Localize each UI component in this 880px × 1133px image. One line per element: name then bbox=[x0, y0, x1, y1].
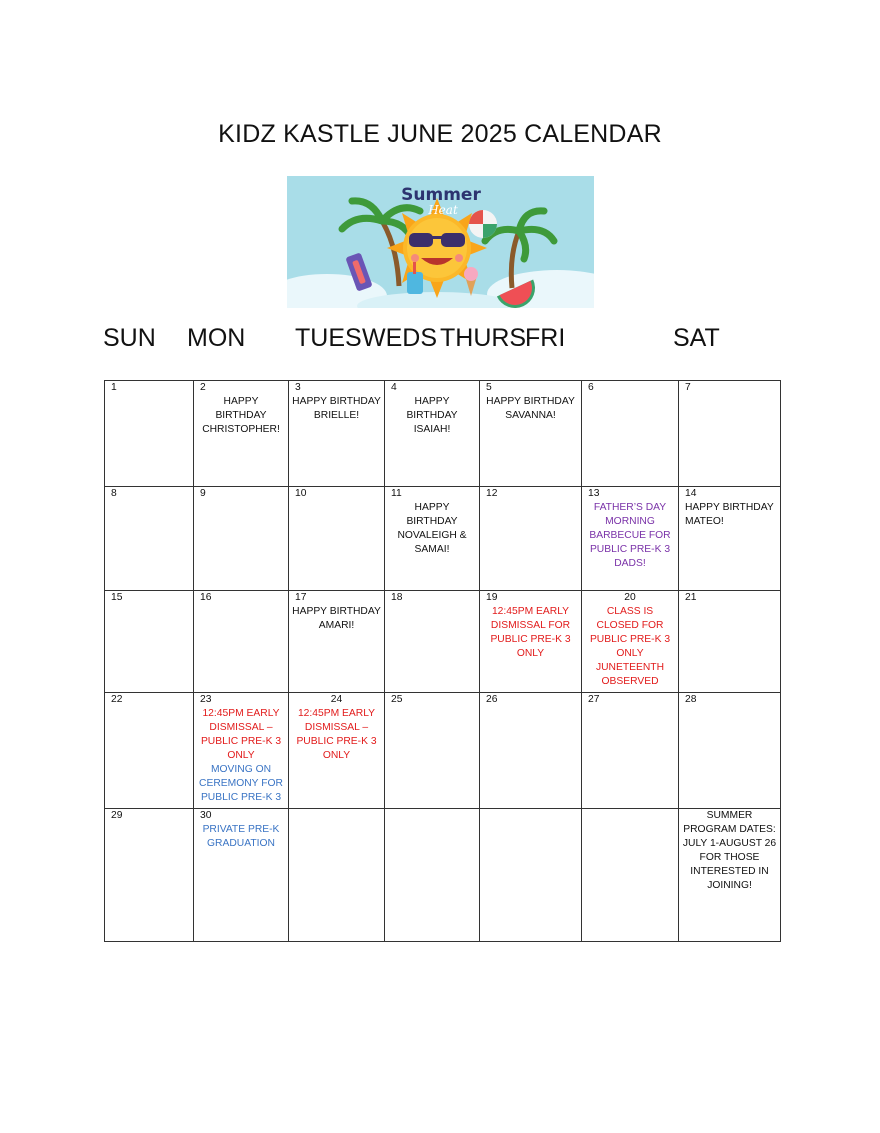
calendar-day-cell bbox=[105, 693, 194, 809]
day-event-note: HAPPY BIRTHDAY BRIELLE! bbox=[292, 396, 381, 421]
calendar-day-cell bbox=[105, 487, 194, 591]
calendar-day-cell bbox=[194, 381, 289, 487]
day-event-note: HAPPY BIRTHDAY MATEO! bbox=[685, 502, 774, 527]
day-number: 17 bbox=[295, 592, 307, 603]
day-header-mon: MON bbox=[187, 324, 246, 352]
day-number: 20 bbox=[624, 592, 636, 603]
day-event-note: MOVING ON CEREMONY FOR PUBLIC PRE-K 3 bbox=[199, 764, 283, 803]
summer-heat-banner bbox=[287, 176, 594, 308]
day-number: 4 bbox=[391, 382, 397, 393]
calendar-day-cell bbox=[385, 693, 480, 809]
svg-text:Summer: Summer bbox=[401, 185, 481, 205]
day-number: 30 bbox=[200, 810, 212, 821]
day-number: 14 bbox=[685, 488, 697, 499]
calendar-title: KIDZ KASTLE JUNE 2025 CALENDAR bbox=[218, 120, 662, 148]
day-number: 24 bbox=[330, 694, 343, 705]
calendar-day-cell bbox=[289, 693, 385, 809]
svg-text:Heat: Heat bbox=[428, 203, 458, 217]
day-number: 21 bbox=[685, 592, 697, 603]
calendar-day-cell bbox=[385, 381, 480, 487]
day-event-note: FATHER’S DAY MORNING BARBECUE FOR PUBLIC PRE-K 3 DADS! bbox=[589, 502, 671, 569]
day-number: 15 bbox=[111, 592, 123, 603]
calendar-day-cell bbox=[582, 809, 679, 942]
calendar-day-cell bbox=[679, 591, 781, 693]
day-event-note: HAPPY BIRTHDAY ISAIAH! bbox=[406, 396, 458, 435]
day-number: 22 bbox=[111, 694, 123, 705]
day-number: 18 bbox=[391, 592, 403, 603]
calendar-day-cell bbox=[385, 487, 480, 591]
calendar-day-cell bbox=[582, 693, 679, 809]
day-number: 23 bbox=[200, 694, 212, 705]
calendar-day-cell bbox=[289, 809, 385, 942]
day-event-note: 12:45PM EARLY DISMISSAL – PUBLIC PRE-K 3 ONLY bbox=[296, 708, 377, 761]
calendar-day-cell bbox=[194, 693, 289, 809]
day-number: 8 bbox=[111, 488, 117, 499]
calendar-day-cell bbox=[679, 381, 781, 487]
day-number: 9 bbox=[200, 488, 206, 499]
day-event-note: HAPPY BIRTHDAY SAVANNA! bbox=[486, 396, 575, 421]
day-number: 27 bbox=[588, 694, 600, 705]
calendar-day-cell bbox=[105, 381, 194, 487]
calendar-grid bbox=[104, 380, 781, 942]
day-event-note: SUMMER PROGRAM DATES: JULY 1-AUGUST 26 FOR THOSE INTERESTED IN JOINING! bbox=[682, 810, 777, 891]
day-header-thurs: THURS bbox=[440, 324, 527, 352]
day-header-sun: SUN bbox=[103, 324, 156, 352]
calendar-day-cell bbox=[289, 487, 385, 591]
calendar-day-cell bbox=[194, 487, 289, 591]
day-event-note: PRIVATE PRE-K GRADUATION bbox=[202, 824, 280, 849]
day-event-note: CLASS IS CLOSED FOR PUBLIC PRE-K 3 ONLY JUNETEENTH OBSERVED bbox=[589, 606, 671, 687]
calendar-day-cell bbox=[105, 591, 194, 693]
calendar-day-cell bbox=[194, 591, 289, 693]
calendar-day-cell bbox=[582, 487, 679, 591]
day-number: 7 bbox=[685, 382, 691, 393]
day-number: 3 bbox=[295, 382, 301, 393]
day-of-week-header bbox=[0, 324, 880, 358]
calendar-day-cell bbox=[289, 591, 385, 693]
day-number: 5 bbox=[486, 382, 492, 393]
calendar-day-cell bbox=[385, 591, 480, 693]
day-header-fri: FRI bbox=[525, 324, 566, 352]
calendar-day-cell bbox=[480, 693, 582, 809]
day-header-tues: TUES bbox=[295, 324, 362, 352]
day-event-note: 12:45PM EARLY DISMISSAL FOR PUBLIC PRE-K 3 ONLY bbox=[490, 606, 571, 659]
day-event-note: 12:45PM EARLY DISMISSAL – PUBLIC PRE-K 3 ONLY bbox=[200, 708, 282, 761]
calendar-day-cell bbox=[194, 809, 289, 942]
day-number: 10 bbox=[295, 488, 307, 499]
day-number: 19 bbox=[486, 592, 498, 603]
calendar-day-cell bbox=[385, 809, 480, 942]
calendar-day-cell bbox=[582, 591, 679, 693]
calendar-day-cell bbox=[679, 693, 781, 809]
day-number: 1 bbox=[111, 382, 117, 393]
day-header-weds: WEDS bbox=[362, 324, 437, 352]
calendar-week-row bbox=[105, 487, 781, 591]
day-header-sat: SAT bbox=[673, 324, 720, 352]
calendar-day-cell bbox=[105, 809, 194, 942]
day-number: 13 bbox=[588, 488, 600, 499]
day-event-note: HAPPY BIRTHDAY AMARI! bbox=[292, 606, 381, 631]
calendar-day-cell bbox=[582, 381, 679, 487]
calendar-week-row bbox=[105, 693, 781, 809]
day-number: 11 bbox=[391, 488, 402, 499]
calendar-day-cell bbox=[480, 809, 582, 942]
calendar-week-row bbox=[105, 809, 781, 942]
day-number: 29 bbox=[111, 810, 123, 821]
day-event-note: HAPPY BIRTHDAY NOVALEIGH & SAMAI! bbox=[397, 502, 467, 555]
calendar-week-row bbox=[105, 381, 781, 487]
day-number: 26 bbox=[486, 694, 498, 705]
calendar-day-cell bbox=[679, 487, 781, 591]
calendar-day-cell bbox=[480, 487, 582, 591]
calendar-day-cell bbox=[480, 381, 582, 487]
day-number: 25 bbox=[391, 694, 403, 705]
day-number: 12 bbox=[486, 488, 498, 499]
calendar-day-cell bbox=[289, 381, 385, 487]
day-number: 28 bbox=[685, 694, 697, 705]
day-number: 6 bbox=[588, 382, 594, 393]
calendar-week-row bbox=[105, 591, 781, 693]
calendar-day-cell bbox=[679, 809, 781, 942]
day-number: 2 bbox=[200, 382, 206, 393]
calendar-day-cell bbox=[480, 591, 582, 693]
day-number: 16 bbox=[200, 592, 212, 603]
summer-sun-illustration bbox=[287, 176, 594, 308]
day-event-note: HAPPY BIRTHDAY CHRISTOPHER! bbox=[202, 396, 280, 435]
